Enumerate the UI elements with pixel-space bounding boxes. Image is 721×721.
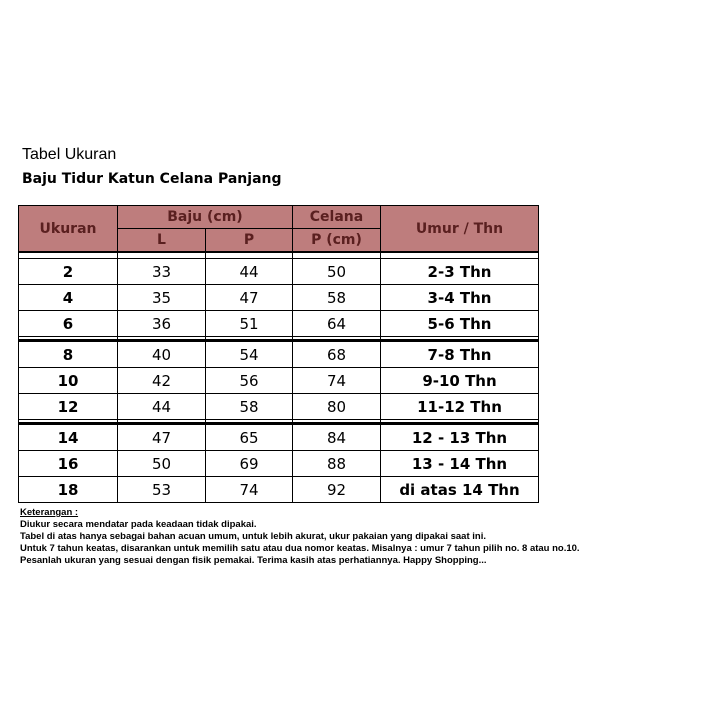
cell-l: 50 bbox=[118, 451, 206, 477]
cell-p: 51 bbox=[206, 311, 293, 337]
header-l: L bbox=[118, 229, 206, 253]
header-baju: Baju (cm) bbox=[118, 206, 293, 229]
cell-celana: 80 bbox=[293, 394, 381, 420]
table-row bbox=[19, 311, 539, 337]
cell-celana: 68 bbox=[293, 341, 381, 368]
cell-celana: 84 bbox=[293, 424, 381, 451]
cell-p: 47 bbox=[206, 285, 293, 311]
cell-size: 14 bbox=[19, 424, 118, 451]
cell-umur: 2-3 Thn bbox=[381, 259, 539, 285]
cell-umur: 9-10 Thn bbox=[381, 368, 539, 394]
size-table bbox=[18, 205, 539, 503]
table-row bbox=[19, 285, 539, 311]
header-umur: Umur / Thn bbox=[381, 206, 539, 253]
cell-umur: 13 - 14 Thn bbox=[381, 451, 539, 477]
cell-umur: 5-6 Thn bbox=[381, 311, 539, 337]
cell-umur: 7-8 Thn bbox=[381, 341, 539, 368]
cell-p: 54 bbox=[206, 341, 293, 368]
cell-size: 18 bbox=[19, 477, 118, 503]
cell-size: 8 bbox=[19, 341, 118, 368]
cell-umur: 3-4 Thn bbox=[381, 285, 539, 311]
note-line: Diukur secara mendatar pada keadaan tidak dipakai. bbox=[20, 519, 257, 530]
cell-umur: di atas 14 Thn bbox=[381, 477, 539, 503]
header-celana: Celana bbox=[293, 206, 381, 229]
header-p-cm: P (cm) bbox=[293, 229, 381, 253]
cell-l: 53 bbox=[118, 477, 206, 503]
cell-size: 12 bbox=[19, 394, 118, 420]
cell-p: 74 bbox=[206, 477, 293, 503]
table-row bbox=[19, 341, 539, 368]
table-row bbox=[19, 368, 539, 394]
cell-l: 42 bbox=[118, 368, 206, 394]
notes-heading: Keterangan : bbox=[20, 507, 79, 518]
table-row bbox=[19, 477, 539, 503]
cell-l: 33 bbox=[118, 259, 206, 285]
cell-celana: 58 bbox=[293, 285, 381, 311]
cell-celana: 50 bbox=[293, 259, 381, 285]
cell-l: 36 bbox=[118, 311, 206, 337]
cell-umur: 12 - 13 Thn bbox=[381, 424, 539, 451]
table-row bbox=[19, 259, 539, 285]
cell-umur: 11-12 Thn bbox=[381, 394, 539, 420]
table-row bbox=[19, 424, 539, 451]
note-line: Pesanlah ukuran yang sesuai dengan fisik pemakai. Terima kasih atas perhatiannya. Happy Shopping... bbox=[20, 555, 487, 566]
header-p: P bbox=[206, 229, 293, 253]
cell-size: 2 bbox=[19, 259, 118, 285]
cell-celana: 92 bbox=[293, 477, 381, 503]
cell-l: 40 bbox=[118, 341, 206, 368]
page-title: Tabel Ukuran bbox=[22, 146, 117, 163]
cell-celana: 74 bbox=[293, 368, 381, 394]
cell-p: 58 bbox=[206, 394, 293, 420]
table-row bbox=[19, 394, 539, 420]
cell-size: 4 bbox=[19, 285, 118, 311]
cell-celana: 64 bbox=[293, 311, 381, 337]
cell-size: 16 bbox=[19, 451, 118, 477]
cell-p: 65 bbox=[206, 424, 293, 451]
cell-size: 10 bbox=[19, 368, 118, 394]
cell-celana: 88 bbox=[293, 451, 381, 477]
cell-l: 35 bbox=[118, 285, 206, 311]
table-row bbox=[19, 451, 539, 477]
cell-p: 56 bbox=[206, 368, 293, 394]
note-line: Tabel di atas hanya sebagai bahan acuan umum, untuk lebih akurat, ukur pakaian yang dipakai saat ini. bbox=[20, 531, 486, 542]
page-subtitle: Baju Tidur Katun Celana Panjang bbox=[22, 171, 282, 187]
note-line: Untuk 7 tahun keatas, disarankan untuk memilih satu atau dua nomor keatas. Misalnya : umur 7 tahun pilih no. 8 atau no.10. bbox=[20, 543, 580, 554]
header-ukuran: Ukuran bbox=[19, 206, 118, 253]
cell-l: 44 bbox=[118, 394, 206, 420]
cell-l: 47 bbox=[118, 424, 206, 451]
cell-size: 6 bbox=[19, 311, 118, 337]
notes bbox=[20, 507, 580, 567]
cell-p: 44 bbox=[206, 259, 293, 285]
cell-p: 69 bbox=[206, 451, 293, 477]
